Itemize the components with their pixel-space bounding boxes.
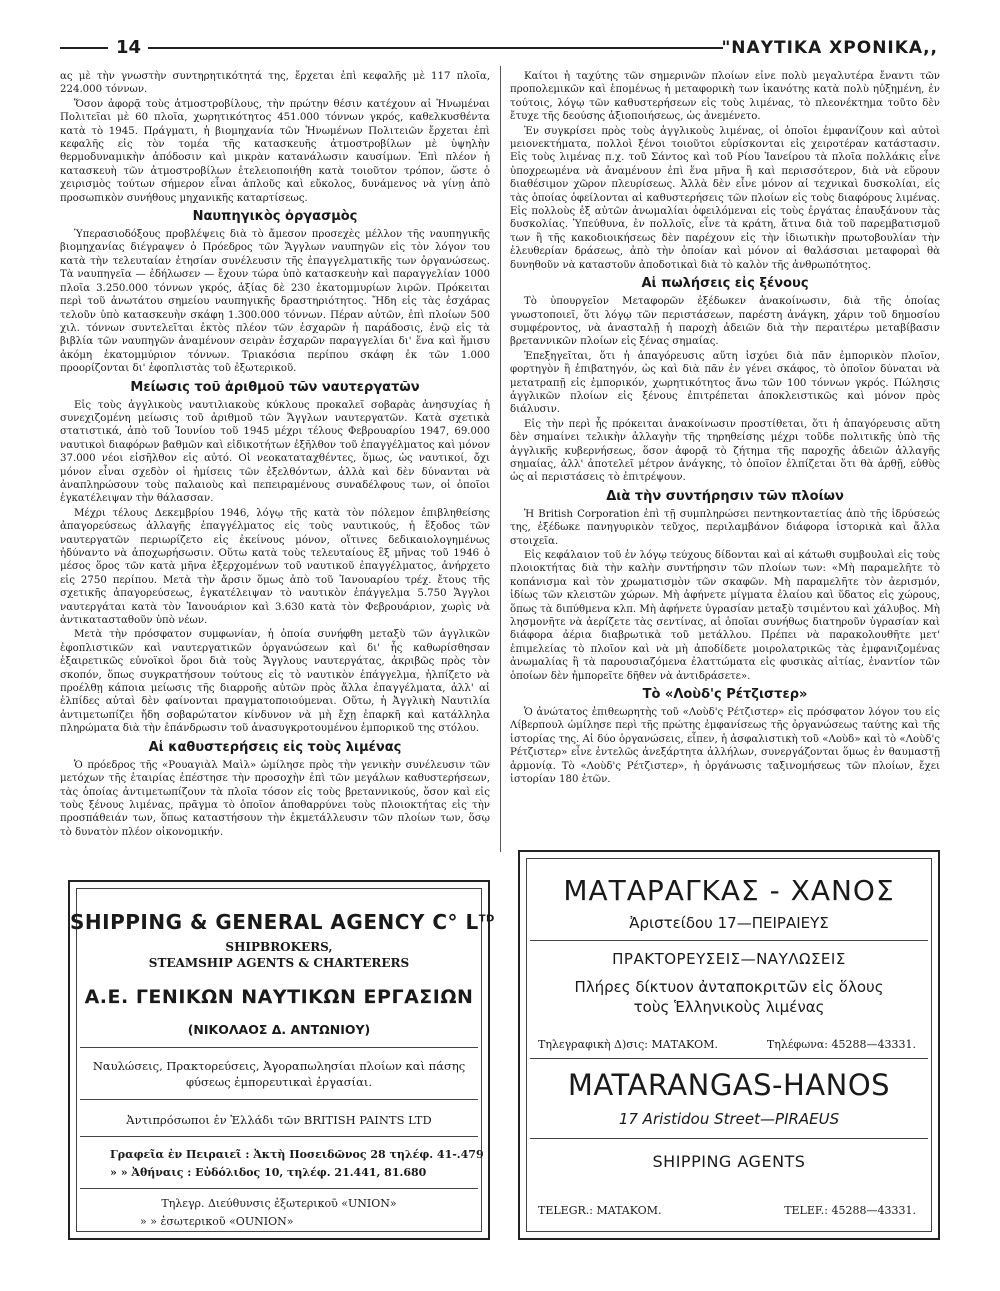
ad-office-athens: » » Ἀθήναις : Εὐδόλιδος 10, τηλέφ. 21.441, 81.680: [110, 1166, 427, 1179]
article-paragraph: Εἰς τοὺς ἀγγλικοὺς ναυτιλιακοὺς κύκλους προκαλεῖ σοβαρὰς ἀνησυχίας ἡ συνεχιζομένη μείωσις τοῦ ἀριθμοῦ τῶν Ἄγγλων ναυτεργατῶν. Κατὰ σχετικὰ στατιστικά, ἀπὸ τοῦ Ἰουνίου τοῦ 1945 μέχρι τέλους Φεβρουαρίου 1947, 69.000 ναυτικοὶ διαφόρων βαθμῶν καὶ εἰδικοτήτων ἐξῆλθον τοῦ ἐπαγγέλματος καὶ μόνον 37.000 νέοι εἰσῆλθον εἰς αὐτό. Οἱ νεοκαταταχθέντες, ὅμως, ὡς ναυτικοί, ὄχι μόνον εἶναι σχεδὸν οἱ ἡμίσεις τῶν ἐξελθόντων, ἀλλὰ καὶ δὲν δύνανται νὰ ἀναπληρώσουν τοὺς παλαιοὺς καὶ πεπειραμένους συναδέλφους των, οἱ ὁποῖοι ἐγκατέλειψαν τὴν θάλασσαν.: [60, 399, 490, 505]
article-paragraph: Εἰς τὴν περὶ ἧς πρόκειται ἀνακοίνωσιν προστίθεται, ὅτι ἡ ἀπαγόρευσις αὕτη δὲν σημαίνει τελικὴν ἀλλαγὴν τῆς τηρηθείσης μέχρι τοῦδε πολιτικῆς ὑπὸ τῆς ἀγγλικῆς κυβερνήσεως, ὅσον ἀφορᾷ τὸ ζήτημα τῆς παροχῆς ἀδειῶν ἀλλαγῆς σημαίας, ἀλλ' ἀποτελεῖ μέτρον ἀνάγκης, τὸ ὁποῖον ἐλπίζεται ὅτι θὰ ἀρθῇ, εὐθὺς ὡς αἱ περιστάσεις τὸ ἐπιτρέψουν.: [510, 418, 940, 484]
page-number: 14: [116, 37, 142, 58]
article-paragraph: Ὁ πρόεδρος τῆς «Ρουαγιὰλ Μαὶλ» ὡμίλησε πρὸς τὴν γενικὴν συνέλευσιν τῶν μετόχων τῆς ἑταιρίας ἐπέστησε τὴν προσοχὴν ἐπὶ τῶν μεγάλων καθυστερήσεων, τὰς ὁποίας ἀντιμετωπίζουν τὰ πλοῖα τόσον εἰς τοὺς βρεταννικούς, ὅσον καὶ εἰς τοὺς ξένους λιμένας, πρᾶγμα τὸ ὁποῖον ἀποθαρρύνει τοὺς πλοιοκτήτας εἰς τὴν προσπάθειάν των, ὅπως καταστήσουν τὴν ἐκμετάλλευσιν τῶν πλοίων των, ὅσῳ τὸ δυνατὸν πλέον οἰκονομικήν.: [60, 759, 490, 838]
ad-office-piraeus: Γραφεῖα ἐν Πειραιεῖ : Ἀκτὴ Ποσειδῶνος 28 τηλέφ. 41-.479: [110, 1148, 484, 1161]
article-paragraph: ας μὲ τὴν γνωστὴν συντηρητικότητά της, ἔρχεται ἐπὶ κεφαλῆς μὲ 117 πλοῖα, 224.000 τόννων.: [60, 71, 490, 96]
ad-representatives: Ἀντιπρόσωποι ἐν Ἑλλάδι τῶν BRITISH PAINTS LTD: [126, 1113, 432, 1127]
article-paragraph: Μέχρι τέλους Δεκεμβρίου 1946, λόγῳ τῆς κατὰ τὸν πόλεμον ἐπιβληθείσης ἀπαγορεύσεως ἀλλαγῆς ἐπαγγέλματος εἰς τοὺς ναυτικούς, ἡ ἔξοδος τῶν ναυτεργατῶν περιωρίζετο εἰς ἐκείνους μόνον, οἵτινες δεδικαιολογημένως ἠδύναντο νὰ ἀποχωρήσωσιν. Οὕτω κατὰ τοὺς τελευταίους ἓξ μῆνας τοῦ 1946 ὁ μέσος ὅρος τῶν κατὰ μῆνα ἐξερχομένων τοῦ ναυτικοῦ ἐπαγγέλματος, ἀνήρχετο εἰς 2750 περίπου. Μετὰ τὴν ἄρσιν ὅμως ἀπὸ τοῦ Ἰανουαρίου τρέχ. ἔτους τῆς σχετικῆς ἀπαγορεύσεως, ἐγκατέλειψαν τὸ ναυτικὸν ἐπάγγελμα 5.750 Ἄγγλοι ναυτεργάται κατὰ τὸν Ἰανουάριον καὶ 3.630 κατὰ τὸν Φεβρουάριον, χωρὶς νὰ ἀντικατασταθοῦν ὑπὸ νέων.: [60, 507, 490, 627]
ad-separator: [80, 1136, 478, 1137]
ad-separator: [530, 1138, 928, 1139]
ad-network: Πλήρες δίκτυον ἀνταποκριτῶν εἰς ὅλους: [574, 978, 884, 996]
ad-services: Ναυλώσεις, Πρακτορεύσεις, Ἀγοραπωλησίαι πλοίων καὶ πάσης: [92, 1059, 466, 1073]
ad-telegraph-foreign: Τηλεγρ. Διεύθυνσις ἐξωτερικοῦ «UNION»: [161, 1197, 397, 1210]
ad-owner: (ΝΙΚΟΛΑΟΣ Δ. ΑΝΤΩΝΙΟΥ): [187, 1022, 371, 1037]
ad-address-greek: Ἀριστείδου 17—ΠΕΙΡΑΙΕΥΣ: [629, 914, 829, 932]
ad-separator: [530, 1058, 928, 1059]
ad-telegraph-english: TELEGR.: MATAKOM.: [538, 1204, 662, 1217]
advertisement-shipping-general-agency: [68, 880, 495, 1240]
section-heading: Μείωσις τοῦ ἀριθμοῦ τῶν ναυτεργατῶν: [130, 379, 420, 395]
section-heading: Ναυπηγικὸς ὀργασμὸς: [192, 209, 358, 225]
ad-services-2: φύσεως ἐμπορευτικαὶ ἐργασίαι.: [185, 1075, 372, 1089]
ad-telegraph-domestic: » » ἐσωτερικοῦ «OUNION»: [140, 1215, 294, 1228]
ad-services-greek: ΠΡΑΚΤΟΡΕΥΣΕΙΣ—ΝΑΥΛΩΣΕΙΣ: [612, 950, 846, 968]
article-paragraph: Μετὰ τὴν πρόσφατον συμφωνίαν, ἡ ὁποία συνήφθη μεταξὺ τῶν ἀγγλικῶν ἐφοπλιστικῶν καὶ ναυτεργατικῶν ὀργανώσεων καὶ δι' ἧς καθωρίσθησαν ἐξαιρετικῶς εὐνοϊκοὶ ὅροι διὰ τοὺς Ἄγγλους ναυτεργάτας, ἀκριβῶς πρὸς τὸν σκοπόν, ὅπως συγκρατήσουν τούτους εἰς τὸ ναυτικὸν ἐπάγγελμα, ἠλπίζετο νὰ προέλθῃ κάποια μείωσις τῆς διαρροῆς αὐτῶν πρὸς ἄλλα ἐπαγγέλματα, ἀλλ' αἱ ἐλπίδες αὐταὶ δὲν φαίνονται πραγματοποιούμεναι. Οὕτω, ἡ Ἀγγλικὴ Ναυτιλία ἀντιμετωπίζει ἤδη σοβαρώτατον κίνδυνον νὰ μὴ ἔχῃ ἐπαρκῆ καὶ κατάλληλα πληρώματα διὰ τὴν ἐπάνδρωσιν τοῦ ἀνασυγκροτουμένου ἐμπορικοῦ της στόλου.: [60, 629, 490, 735]
article-paragraph: Τὸ ὑπουργεῖον Μεταφορῶν ἐξέδωκεν ἀνακοίνωσιν, διὰ τῆς ὁποίας γνωστοποιεῖ, ὅτι λόγῳ τῶν περιστάσεων, παρέστη ἀνάγκη, χάριν τοῦ δημοσίου συμφέροντος, νὰ ἀνασταλῇ ἡ παροχὴ ἀδειῶν διὰ τὴν περαιτέρω μεταβίβασιν βρεταννικῶν πλοίων εἰς ξένας σημαίας.: [510, 296, 940, 348]
article-paragraph: Ἡ British Corporation ἐπὶ τῇ συμπληρώσει πεντηκονταετίας ἀπὸ τῆς ἱδρύσεώς της, ἐξέδωκε πανηγυρικὸν τεῦχος, περιλαμβάνον διάφορα ἱστορικὰ καὶ ἄλλα στοιχεῖα.: [510, 508, 940, 547]
advertisement-matarangas-hanos: [518, 850, 940, 1240]
section-heading: Διὰ τὴν συντήρησιν τῶν πλοίων: [606, 488, 844, 504]
ad-company-english-text: SHIPPING & GENERAL AGENCY C° L: [70, 910, 479, 934]
ad-phones-greek: Τηλέφωνα: 45288—43331.: [766, 1038, 916, 1051]
ad-name-english: MATARANGAS-HANOS: [567, 1068, 891, 1102]
ad-company-greek: Α.Ε. ΓΕΝΙΚΩΝ ΝΑΥΤΙΚΩΝ ΕΡΓΑΣΙΩΝ: [84, 986, 474, 1008]
right-column: [510, 70, 940, 853]
ad-name-greek: ΜΑΤΑΡΑΓΚΑΣ - ΧΑΝΟΣ: [563, 874, 895, 907]
ad-telegraph-greek: Τηλεγραφικὴ Δ)σις: ΜΑΤΑΚΟΜ.: [538, 1038, 718, 1051]
article-paragraph: Ἐν συγκρίσει πρὸς τοὺς ἀγγλικοὺς λιμένας, οἱ ὁποῖοι ἐμφανίζουν καὶ αὐτοὶ μειονεκτήματα, πολλοὶ ξένοι τοιοῦτοι εὑρίσκονται εἰς χειροτέραν κατάστασιν. Εἰς τοὺς λιμένας π.χ. τοῦ Σάντος καὶ τοῦ Ρίου Ἰανείρου τὰ πλοῖα πολλάκις εἶνε ὑποχρεωμένα νὰ ἀναμένουν ἐπὶ ἕνα μῆνα ἢ καὶ περισσότερον, διὰ νὰ εὕρουν διαθέσιμον χῶρον πλευρίσεως. Ἀλλὰ δὲν εἶνε μόνον αἱ τεχνικαὶ δυσκολίαι, εἰς τὰς ὁποίας ὀφείλονται αἱ καθυστερήσεις τῶν πλοίων εἰς τοὺς διαφόρους λιμένας. Εἰς πολλοὺς ἐξ αὐτῶν ἀνωμαλίαι ὀφειλόμεναι εἰς τοὺς ἐργάτας ἐπαυξάνουν τὰς δυσκολίας. Ὑπεύθυνα, ἐν πολλοῖς, εἶνε τὰ κράτη, ἅτινα διὰ τοῦ παρεμβατισμοῦ των ἢ τῆς κακοδιοικήσεως δὲν παρέχουν εἰς τὴν ἰδιωτικὴν πρωτοβουλίαν τὴν ἐλευθερίαν δράσεως, ἀπὸ τὴν ὁποίαν καὶ μόνον αἱ θαλάσσιαι μεταφοραὶ θὰ δυνηθοῦν νὰ καταστοῦν ἀποδοτικαὶ διὰ τὸ καλὸν τῆς ἀνθρωπότητος.: [510, 125, 940, 271]
ad-network-2: τοὺς Ἑλληνικοὺς λιμένας: [633, 998, 825, 1016]
ad-subtitle-2: STEAMSHIP AGENTS & CHARTERERS: [148, 956, 410, 970]
ad-company-english: [70, 910, 495, 934]
publication-title: "ΝΑΥΤΙΚΑ ΧΡΟΝΙΚΑ,,: [721, 38, 938, 58]
article-paragraph: Ἐπεξηγεῖται, ὅτι ἡ ἀπαγόρευσις αὕτη ἰσχύει διὰ πᾶν ἐμπορικὸν πλοῖον, φορτηγὸν ἢ ἐπιβατηγόν, ὡς καὶ διὰ πᾶν ἐν γένει σκάφος, τὸ ὁποῖον δύναται νὰ μετατραπῇ εἰς ἐμπορικόν, χωρητικότητος ἄνω τῶν 100 τόννων γκρός. Πώλησις ἀγγλικῶν πλοίων εἰς ξένους ἐπιτρέπεται ἀποκλειστικῶς καὶ μόνον πρὸς διάλυσιν.: [510, 350, 940, 416]
ad-separator: [80, 1188, 478, 1189]
section-heading: Αἱ καθυστερήσεις εἰς τοὺς λιμένας: [148, 739, 402, 755]
ad-separator: [80, 1047, 478, 1048]
ad-separator: [530, 940, 928, 941]
article-paragraph: Ὑπερασιοδόξους προβλέψεις διὰ τὸ ἄμεσον προσεχὲς μέλλον τῆς ναυπηγικῆς βιομηχανίας διέγραψεν ὁ Πρόεδρος τῶν Ἄγγλων ναυπηγῶν εἰς τὸν λόγον του κατὰ τὴν τελευταίαν ἐτησίαν συνέλευσιν τῆς ἐπαγγελματικῆς των ὀργανώσεως. Τὰ ναυπηγεῖα — ἐδήλωσεν — ἔχουν τώρα ὑπὸ κατασκευὴν καὶ παραγγελίαν 1000 πλοῖα 3.250.000 τόννων γκρός, ἀξίας δὲ 230 ἑκατομμυρίων λιρῶν. Πρόκειται περὶ τοῦ ἀνωτάτου σημείου ναυπηγικῆς δραστηριότητος. Ἤδη εἰς τὰς ἐσχάρας τελοῦν ὑπὸ κατασκευὴν σκάφη 1.300.000 τόννων. Πέραν αὐτῶν, ἐπὶ πλοίων 500 χιλ. τόννων συντελεῖται ἐκτὸς πλέον τῶν ἐσχαρῶν ἡ παράδοσις, ἐνῷ εἰς τὰ βιβλία τῶν ναυπηγῶν ἀναμένουν σειρὰν ἐσχαρῶν παραγγελίαι δι' ἕνα καὶ ἥμισυ ἀκόμη ἑκατομμύριον τόννων. Τριακόσια περίπου σκάφη ἐκ τῶν 1.000 προορίζονται δι' ἐφοπλιστὰς τοῦ ἐξωτερικοῦ.: [60, 229, 490, 375]
ad-address-english: 17 Aristidou Street—PIRAEUS: [618, 1110, 840, 1128]
article-paragraph: Ὅσον ἀφορᾷ τοὺς ἀτμοστροβίλους, τὴν πρώτην θέσιν κατέχουν αἱ Ἡνωμέναι Πολιτεῖαι μὲ 60 πλοῖα, χωρητικότητος 451.000 τόννων γκρός, καθελκυσθέντα κατὰ τὸ 1945. Πράγματι, ἡ βιομηχανία τῶν Ἡνωμένων Πολιτειῶν ἔρχεται ἐπὶ κεφαλῆς εἰς τὸν τομέα τῆς κατασκευῆς ἀτμοστροβίλων μὲ ὑψηλὴν θερμοδυναμικὴν ἀπόδοσιν καὶ μικρὰν κατανάλωσιν καυσίμων. Ἐπὶ πλέον ἡ κατασκευὴ τῶν ἀτμοστροβίλων ἐτελειοποιήθη κατὰ τοιοῦτον τρόπον, ὥστε ὁ χειρισμὸς τούτων σήμερον εἶναι ἁπλοῦς καὶ εὔκολος, δυνάμενος νὰ γίνῃ ἀπὸ προσωπικὸν συνήθους μηχανικῆς καταρτίσεως.: [60, 98, 490, 204]
article-paragraph: Ὁ ἀνώτατος ἐπιθεωρητὴς τοῦ «Λοὺδ'ς Ρέτζιστερ» εἰς πρόσφατον λόγον του εἰς Λίβερπουλ ὡμίλησε περὶ τῆς πρώτης ἐμφανίσεως τῆς ὀργανώσεως ταύτης καὶ τῆς ἱστορίας της. Αἱ δύο ὀργανώσεις, εἶπεν, ἡ ἀσφαλιστικὴ τοῦ «Λοὺδ» καὶ τὸ «Λοὺδ'ς Ρέτζιστερ» εἶνε ἐντελῶς ἀνεξάρτητα ἀλλήλων, συνεργάζονται ὅμως ἐν θαυμαστῇ ἁρμονίᾳ. Τὸ «Λοὺδ'ς Ρέτζιστερ», ἡ ὀργάνωσις ταξινομήσεως τῶν πλοίων, ἔχει ἱστορίαν 180 ἐτῶν.: [510, 707, 940, 786]
left-column: [60, 70, 490, 870]
ad-separator: [80, 1099, 478, 1100]
article-paragraph: Καίτοι ἡ ταχύτης τῶν σημερινῶν πλοίων εἶνε πολὺ μεγαλυτέρα ἔναντι τῶν προπολεμικῶν καὶ ἑπομένως ἡ μεταφορικὴ των ἱκανότης κατὰ πολὺ ηὐξημένη, ἐν τούτοις, λόγῳ τῶν καθυστερήσεων εἰς τοὺς λιμένας, τὸ πλεονέκτημα τοῦτο δὲν ἔτυχε τῆς δεούσης ἀξιοποιήσεως, ὡς ἀνεμένετο.: [510, 71, 940, 123]
page-header: [60, 38, 938, 58]
section-heading: Τὸ «Λοὺδ'ς Ρέτζιστερ»: [642, 687, 808, 703]
article-paragraph: Εἰς κεφάλαιον τοῦ ἐν λόγῳ τεύχους δίδονται καὶ αἱ κάτωθι συμβουλαὶ εἰς τοὺς πλοιοκτήτας διὰ τὴν καλὴν συντήρησιν τῶν πλοίων των: «Μὴ παραμελῆτε τὸ κοπάνισμα καὶ τὸν χρωματισμὸν τῶν σκαφῶν. Μὴ παραμελῆτε τὸν ἀερισμόν, ἰδίως τῶν κλειστῶν χώρων. Μὴ ἀφήνετε μίγματα ἐλαίου καὶ ὕδατος εἰς χώρους, ὅπως τὰ διπύθμενα κλπ. Μὴ ἀφήνετε ὑγρασίαν μεταξὺ τσιμέντου καὶ χάλυβος. Μὴ λησμονῆτε νὰ ἀερίζετε τὰς σεντίνας, αἱ ὁποῖαι συνήθως διατηροῦν ὑγρασίαν καὶ διάφορα ἀέρια διαβρωτικὰ τοῦ μετάλλου. Πρέπει νὰ παρακολουθῆτε μετ' ἐπιμελείας τὸ πλοῖον καὶ νὰ μὴ ἀποδίδετε μοιρολατρικῶς τὰς ἐμφανιζομένας ἀνωμαλίας ἢ τὰ παρουσιαζόμενα ἐλαττώματα εἰς φυσικὰς αἰτίας, ἐναντίον τῶν ὁποίων δὲν ἠμπορεῖτε δῆθεν νὰ ἀντιδράσετε».: [510, 550, 940, 682]
ad-company-english-sup: TD: [478, 913, 495, 925]
section-heading: Αἱ πωλήσεις εἰς ξένους: [641, 276, 809, 292]
header-rule-middle: [148, 47, 723, 49]
column-divider: [500, 66, 501, 852]
ad-services-english: SHIPPING AGENTS: [652, 1152, 806, 1171]
ad-subtitle: SHIPBROKERS,: [225, 940, 333, 954]
ad-phones-english: TELEF.: 45288—43331.: [784, 1204, 916, 1217]
header-rule-left: [60, 47, 108, 49]
